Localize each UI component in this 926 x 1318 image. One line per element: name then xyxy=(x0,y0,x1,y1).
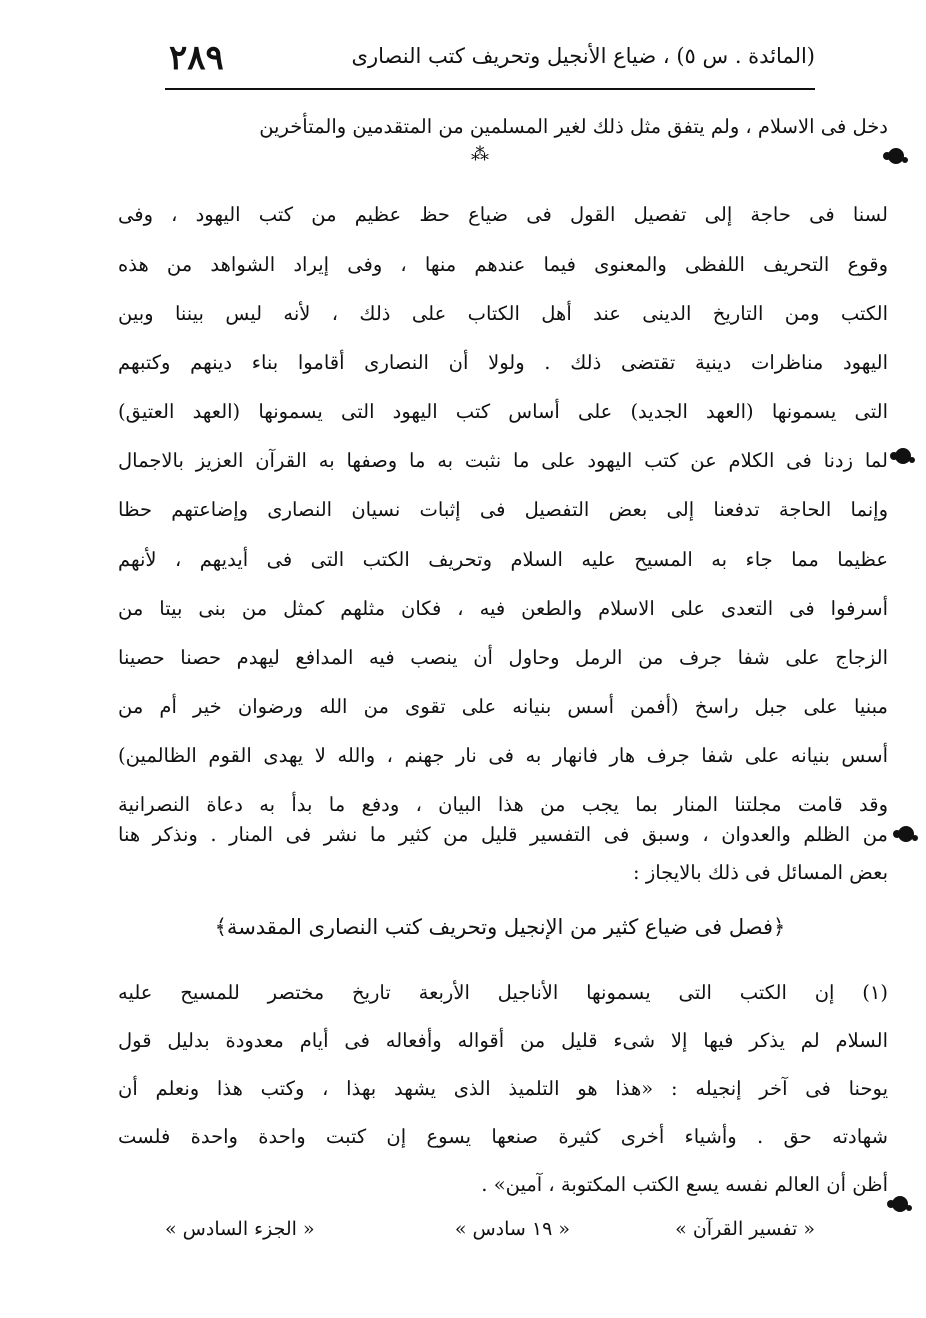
text-line: شهادته حق . وأشياء أخرى كثيرة صنعها يسوع إن كتبت واحدة واحدة فلست xyxy=(118,1125,888,1148)
text-line: الزجاج على شفا جرف من الرمل وحاول أن ينصب فيه المدافع ليهدم حصنا حصينا xyxy=(118,646,888,669)
text-line: دخل فى الاسلام ، ولم يتفق مثل ذلك لغير المسلمين من المتقدمين والمتأخرين xyxy=(259,115,888,138)
text-line: بعض المسائل فى ذلك بالايجاز : xyxy=(633,861,888,884)
footer-book-title: « تفسير القرآن » xyxy=(675,1218,815,1240)
running-header xyxy=(165,38,815,84)
header-title: (المائدة . س ٥) ، ضياع الأنجيل وتحريف كتب النصارى xyxy=(351,44,815,68)
text-line: لما زدنا فى الكلام عن كتب اليهود على ما نثبت به ما وصفها به القرآن العزيز بالاجمال xyxy=(118,449,888,472)
section-separator: ⁂ xyxy=(471,144,489,165)
text-line: (١) إن الكتب التى يسمونها الأناجيل الأربعة تاريخ مختصر للمسيح عليه xyxy=(118,981,888,1004)
footer-signature: « ١٩ سادس » xyxy=(454,1218,570,1240)
text-line: من الظلم والعدوان ، وسبق فى التفسير قليل من كثير ما نشر فى المنار . ونذكر هنا xyxy=(118,823,888,846)
text-line: السلام لم يذكر فيها إلا شىء قليل من أقواله وأفعاله فى أيام معدودة بدليل قول xyxy=(118,1029,888,1052)
text-line: وإنما الحاجة تدفعنا إلى بعض التفصيل فى إثبات نسيان النصارى وإضاعتهم حظا xyxy=(118,498,888,521)
text-line: اليهود مناظرات دينية تقتضى ذلك . ولولا أن النصارى أقاموا بناء دينهم وكتبهم xyxy=(118,351,888,374)
text-line: أظن أن العالم نفسه يسع الكتب المكتوبة ، آمين» . xyxy=(481,1173,888,1196)
page-footer xyxy=(165,1218,815,1250)
text-line: التى يسمونها (العهد الجديد) على أساس كتب اليهود التى يسمونها (العهد العتيق) xyxy=(118,400,888,423)
footer-volume: « الجزء السادس » xyxy=(165,1218,315,1240)
ink-blot-mark xyxy=(888,148,904,164)
text-line: أسس بنيانه على شفا جرف هار فانهار به فى نار جهنم ، والله لا يهدى القوم الظالمين) xyxy=(118,744,888,767)
text-line: يوحنا فى آخر إنجيله : «هذا هو التلميذ الذى يشهد بهذا ، وكتب هذا ونعلم أن xyxy=(118,1077,888,1100)
ink-blot-mark xyxy=(895,448,911,464)
header-rule xyxy=(165,88,815,90)
ink-blot-mark xyxy=(898,826,914,842)
text-line: الكتب ومن التاريخ الدينى عند أهل الكتاب على ذلك ، لأنه ليس بيننا وبين xyxy=(118,302,888,325)
ink-blot-mark xyxy=(892,1196,908,1212)
text-line: عظيما مما جاء به المسيح عليه السلام وتحريف الكتب التى فى أيديهم ، لأنهم xyxy=(118,548,888,571)
page-number: ٢٨٩ xyxy=(169,38,224,78)
text-line: وقد قامت مجلتنا المنار بما يجب من هذا البيان ، ودفع ما بدأ به دعاة النصرانية xyxy=(118,793,888,816)
text-line: وقوع التحريف اللفظى والمعنوى فيما عندهم منها ، وفى إيراد الشواهد من هذه xyxy=(118,253,888,276)
text-line: مبنيا على جبل راسخ (أفمن أسس بنيانه على تقوى من الله ورضوان خير أم من xyxy=(118,695,888,718)
text-line: لسنا فى حاجة إلى تفصيل القول فى ضياع حظ عظيم من كتب اليهود ، وفى xyxy=(118,203,888,226)
text-line: أسرفوا فى التعدى على الاسلام والطعن فيه ، فكان مثلهم كمثل من بنى بيتا من xyxy=(118,597,888,620)
section-heading: ﴿فصل فى ضياع كثير من الإنجيل وتحريف كتب النصارى المقدسة﴾ xyxy=(214,915,786,939)
